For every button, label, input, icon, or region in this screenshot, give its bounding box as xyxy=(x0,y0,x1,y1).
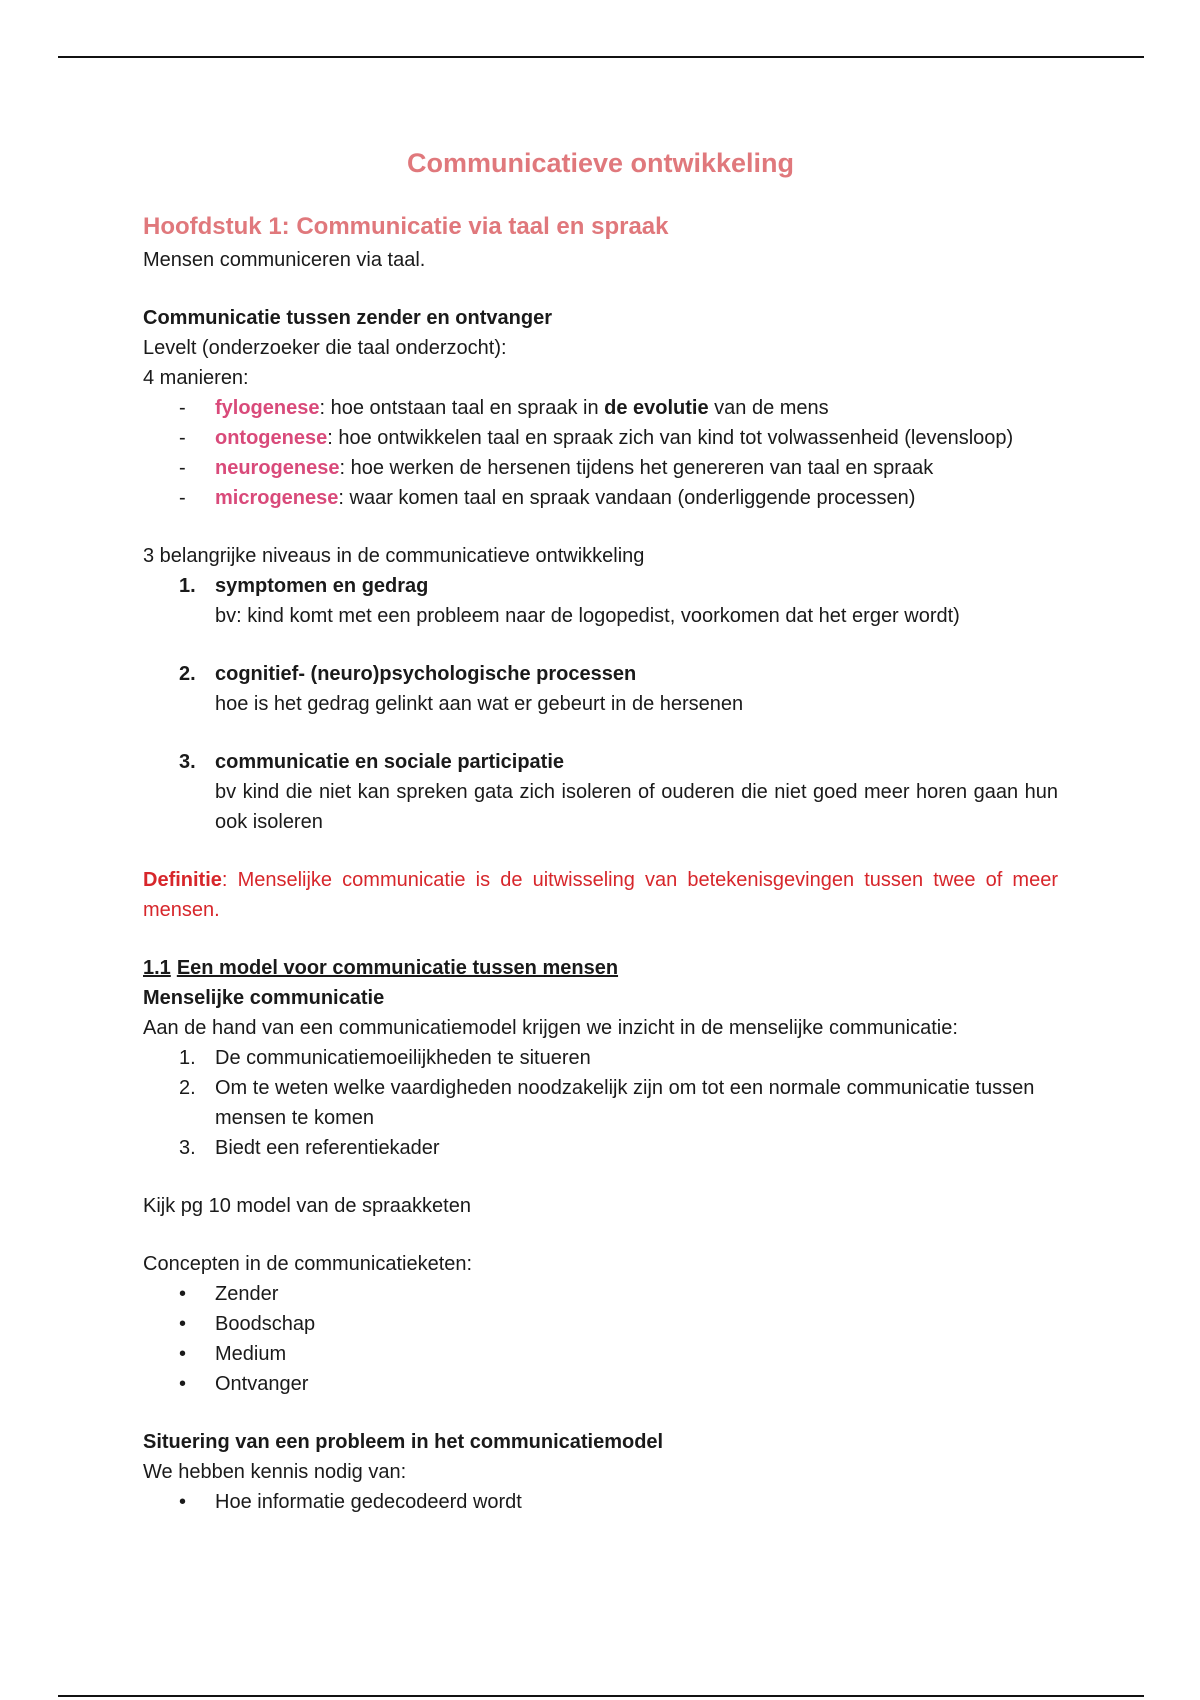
ways-list xyxy=(143,393,1058,513)
level-text: bv kind die niet kan spreken gata zich isoleren of ouderen die niet goed meer horen gaan hun ook isoleren xyxy=(215,781,1058,833)
manieren-text: 4 manieren: xyxy=(143,367,249,389)
document-page xyxy=(143,140,1058,1517)
term-ontogenese: ontogenese xyxy=(215,427,328,449)
situering-heading: Situering van een probleem in het communicatiemodel xyxy=(143,1431,664,1453)
list-item xyxy=(143,393,1058,423)
bullet-marker: • xyxy=(179,1343,187,1365)
level-text: bv: kind komt met een probleem naar de logopedist, voorkomen dat het erger wordt) xyxy=(215,605,960,627)
levels-intro: 3 belangrijke niveaus in de communicatieve ontwikkeling xyxy=(143,545,645,567)
kennis-intro: We hebben kennis nodig van: xyxy=(143,1461,407,1483)
list-item xyxy=(143,571,1058,659)
list-item xyxy=(143,659,1058,747)
definition-label: Definitie xyxy=(143,869,222,891)
list-item-text: Medium xyxy=(215,1343,287,1365)
list-item-text: : waar komen taal en spraak vandaan (onderliggende processen) xyxy=(338,487,916,509)
dash-marker: - xyxy=(179,397,186,419)
level-text: hoe is het gedrag gelinkt aan wat er gebeurt in de hersenen xyxy=(215,693,744,715)
bullet-marker: • xyxy=(179,1283,187,1305)
list-item-text: Ontvanger xyxy=(215,1373,309,1395)
list-item xyxy=(143,747,1058,837)
model-list xyxy=(143,1043,1058,1163)
intro-text: Mensen communiceren via taal. xyxy=(143,249,426,271)
list-item xyxy=(143,1133,1058,1163)
concepts-list xyxy=(143,1279,1058,1399)
list-item xyxy=(143,1369,1058,1399)
list-item xyxy=(143,1487,1058,1517)
list-number: 2. xyxy=(179,1077,196,1099)
definition xyxy=(143,865,1058,925)
emphasis-text: de evolutie xyxy=(604,397,709,419)
top-rule xyxy=(58,56,1144,58)
list-item xyxy=(143,1339,1058,1369)
bullet-marker: • xyxy=(179,1373,187,1395)
comm-heading: Communicatie tussen zender en ontvanger xyxy=(143,307,552,329)
list-item xyxy=(143,453,1058,483)
list-number: 3. xyxy=(179,1137,196,1159)
level-title: cognitief- (neuro)psychologische processen xyxy=(215,663,637,685)
list-item xyxy=(143,1043,1058,1073)
list-number: 3. xyxy=(179,751,196,773)
list-item xyxy=(143,1073,1058,1133)
model-intro: Aan de hand van een communicatiemodel krijgen we inzicht in de menselijke communicatie: xyxy=(143,1017,958,1039)
list-item-text: Om te weten welke vaardigheden noodzakelijk zijn om tot een normale communicatie tussen mensen te komen xyxy=(215,1077,1035,1129)
definition-text: : Menselijke communicatie is de uitwisseling van betekenisgevingen tussen twee of meer mensen. xyxy=(143,869,1058,921)
section-title: Een model voor communicatie tussen mensen xyxy=(176,957,619,979)
list-item-text: : hoe werken de hersenen tijdens het genereren van taal en spraak xyxy=(339,457,934,479)
bullet-marker: • xyxy=(179,1491,187,1513)
dash-marker: - xyxy=(179,457,186,479)
list-item xyxy=(143,483,1058,513)
list-item-text: Zender xyxy=(215,1283,279,1305)
list-item-text: Boodschap xyxy=(215,1313,316,1335)
list-item xyxy=(143,1309,1058,1339)
list-item-text: Hoe informatie gedecodeerd wordt xyxy=(215,1491,522,1513)
term-microgenese: microgenese xyxy=(215,487,339,509)
section-heading xyxy=(143,953,1058,983)
list-item-text: : hoe ontstaan taal en spraak in xyxy=(319,397,605,419)
menselijke-heading: Menselijke communicatie xyxy=(143,987,385,1009)
list-item-text: van de mens xyxy=(708,397,829,419)
levels-list xyxy=(143,571,1058,837)
list-item xyxy=(143,1279,1058,1309)
list-item-text: Biedt een referentiekader xyxy=(215,1137,440,1159)
list-item xyxy=(143,423,1058,453)
list-number: 1. xyxy=(179,575,196,597)
term-fylogenese: fylogenese xyxy=(215,397,320,419)
level-title: communicatie en sociale participatie xyxy=(215,751,565,773)
list-item-text: : hoe ontwikkelen taal en spraak zich van kind tot volwassenheid (levensloop) xyxy=(327,427,1014,449)
bottom-rule xyxy=(58,1695,1144,1697)
kennis-list xyxy=(143,1487,1058,1517)
list-number: 1. xyxy=(179,1047,196,1069)
concepten-intro: Concepten in de communicatieketen: xyxy=(143,1253,473,1275)
document-title: Communicatieve ontwikkeling xyxy=(406,148,795,178)
bullet-marker: • xyxy=(179,1313,187,1335)
dash-marker: - xyxy=(179,427,186,449)
kijk-text: Kijk pg 10 model van de spraakketen xyxy=(143,1195,471,1217)
section-number: 1.1 xyxy=(143,957,171,979)
chapter-heading: Hoofdstuk 1: Communicatie via taal en spraak xyxy=(143,213,669,240)
list-item-text: De communicatiemoeilijkheden te situeren xyxy=(215,1047,591,1069)
level-title: symptomen en gedrag xyxy=(215,575,429,597)
levelt-text: Levelt (onderzoeker die taal onderzocht): xyxy=(143,337,507,359)
dash-marker: - xyxy=(179,487,186,509)
term-neurogenese: neurogenese xyxy=(215,457,340,479)
list-number: 2. xyxy=(179,663,196,685)
